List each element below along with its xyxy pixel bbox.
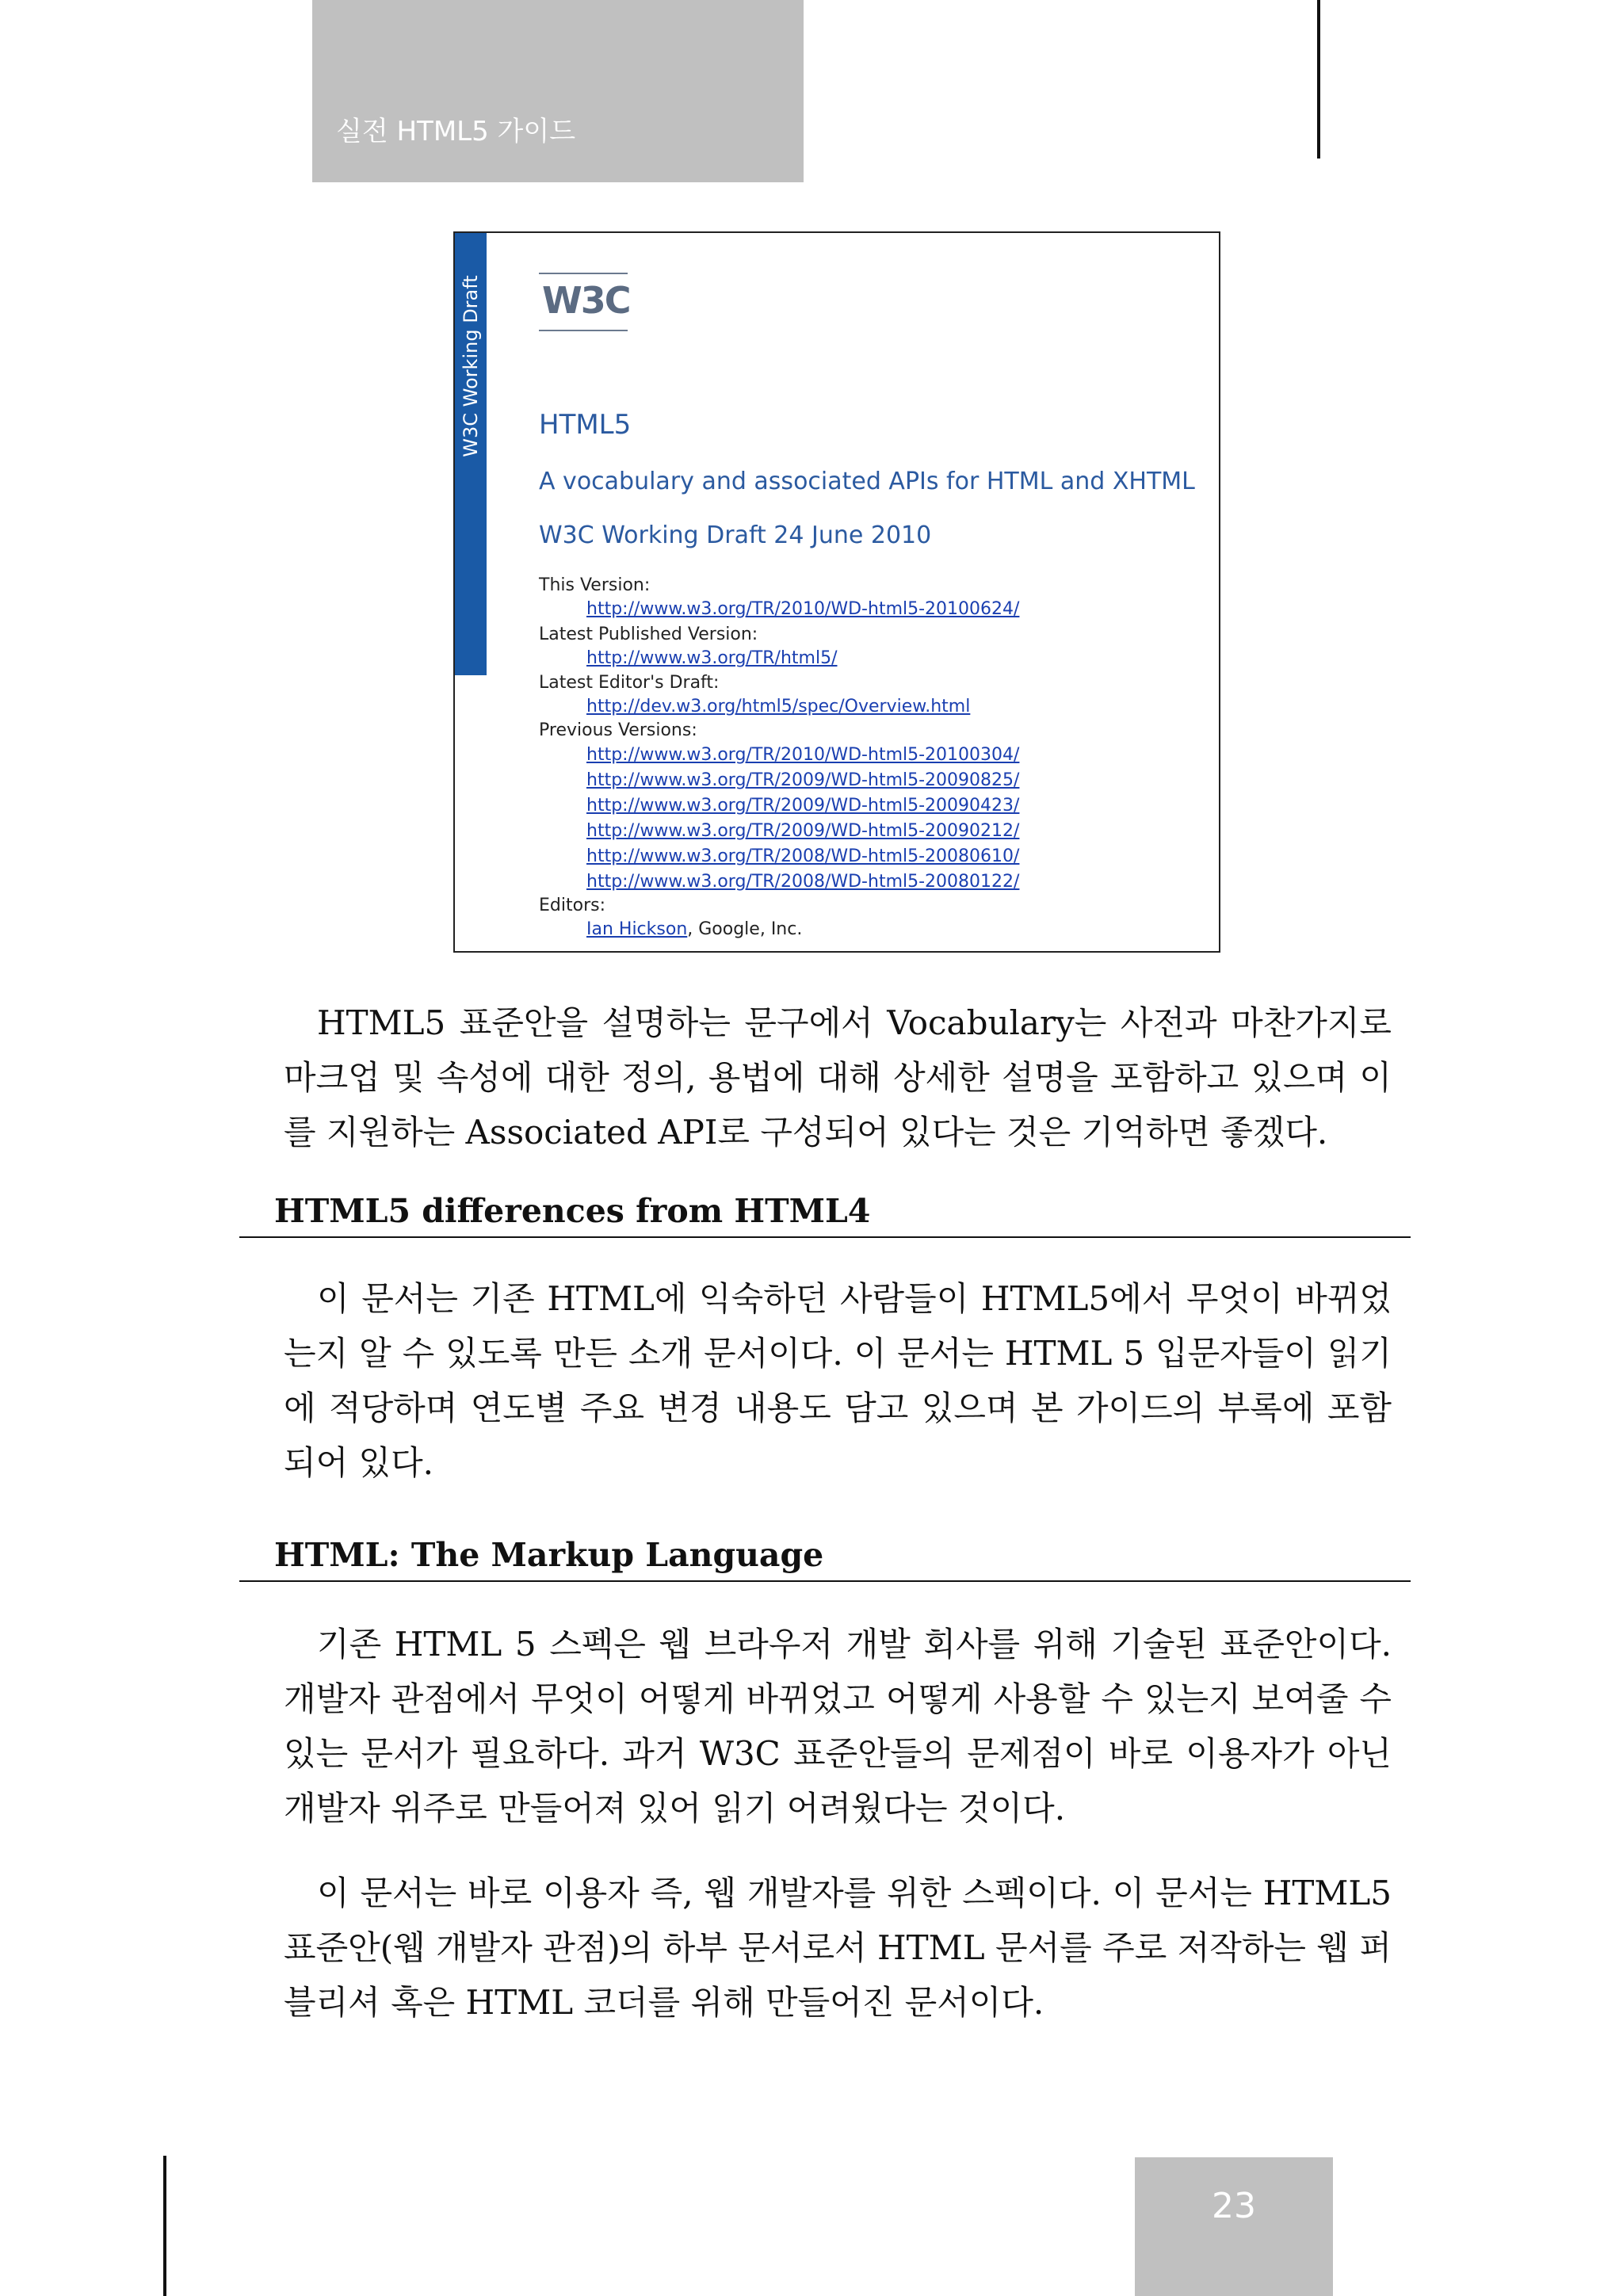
working-draft-label: W3C Working Draft	[460, 275, 482, 457]
page-number: 23	[1212, 2186, 1256, 2226]
footer-rule	[163, 2156, 166, 2296]
this-version-label: This Version:	[539, 575, 651, 595]
latest-editors-link[interactable]: http://dev.w3.org/html5/spec/Overview.html	[586, 697, 971, 716]
page-number-box	[1135, 2157, 1333, 2296]
header-tab	[312, 0, 804, 182]
previous-versions-label: Previous Versions:	[539, 720, 697, 740]
section-heading-markup-language: HTML: The Markup Language	[274, 1536, 824, 1574]
section-rule	[239, 1580, 1411, 1582]
section-heading-differences: HTML5 differences from HTML4	[274, 1192, 871, 1230]
w3c-logo	[539, 273, 628, 331]
latest-published-link[interactable]: http://www.w3.org/TR/html5/	[586, 648, 838, 668]
book-title: 실전 HTML5 가이드	[336, 116, 576, 147]
paragraph-vocabulary: HTML5 표준안을 설명하는 문구에서 Vocabulary는 사전과 마찬가지로 마크업 및 속성에 대한 정의, 용법에 대해 상세한 설명을 포함하고 있으며 이를 지원하는 Associated API로 구성되어 있다는 것은 기억하면 좋겠다.	[284, 1003, 1392, 1152]
working-draft-band	[455, 233, 487, 675]
previous-version-link[interactable]: http://www.w3.org/TR/2010/WD-html5-20100304/	[586, 745, 1020, 765]
paragraph-differences: 이 문서는 기존 HTML에 익숙하던 사람들이 HTML5에서 무엇이 바뀌었는지 알 수 있도록 만든 소개 문서이다. 이 문서는 HTML 5 입문자들이 읽기에 적당하며 연도별 주요 변경 내용도 담고 있으며 본 가이드의 부록에 포함되어 있다.	[284, 1279, 1392, 1482]
editor-name-link[interactable]: Ian Hickson	[586, 919, 688, 939]
header-rule	[1317, 0, 1320, 159]
previous-version-link[interactable]: http://www.w3.org/TR/2008/WD-html5-20080610/	[586, 846, 1020, 866]
w3c-spec-figure	[453, 231, 1220, 953]
spec-draft-date: W3C Working Draft 24 June 2010	[539, 521, 932, 549]
spec-subtitle: A vocabulary and associated APIs for HTML and XHTML	[539, 468, 1195, 495]
latest-editors-label: Latest Editor's Draft:	[539, 673, 720, 693]
previous-version-link[interactable]: http://www.w3.org/TR/2009/WD-html5-20090825/	[586, 770, 1020, 790]
w3c-logo-text: W3C	[542, 279, 630, 322]
previous-version-link[interactable]: http://www.w3.org/TR/2009/WD-html5-20090423/	[586, 796, 1020, 816]
editors-label: Editors:	[539, 896, 605, 915]
editor-line	[586, 919, 802, 939]
previous-version-link[interactable]: http://www.w3.org/TR/2008/WD-html5-20080122/	[586, 872, 1020, 892]
paragraph-web-developer-spec: 이 문서는 바로 이용자 즉, 웹 개발자를 위한 스펙이다. 이 문서는 HTML5 표준안(웹 개발자 관점)의 하부 문서로서 HTML 문서를 주로 저작하는 웹 퍼블리셔 혹은 HTML 코더를 위해 만들어진 문서이다.	[284, 1874, 1392, 2022]
this-version-link[interactable]: http://www.w3.org/TR/2010/WD-html5-20100624/	[586, 599, 1020, 619]
paragraph-markup-language: 기존 HTML 5 스펙은 웹 브라우저 개발 회사를 위해 기술된 표준안이다. 개발자 관점에서 무엇이 어떻게 바뀌었고 어떻게 사용할 수 있는지 보여줄 수 있는 문서가 필요하다. 과거 W3C 표준안들의 문제점이 바로 이용자가 아닌 개발자 위주로 만들어져 있어 읽기 어려웠다는 것이다.	[284, 1625, 1392, 1828]
spec-title: HTML5	[539, 409, 632, 441]
previous-version-link[interactable]: http://www.w3.org/TR/2009/WD-html5-20090212/	[586, 821, 1020, 841]
editor-affiliation: , Google, Inc.	[687, 919, 803, 939]
section-rule	[239, 1236, 1411, 1238]
latest-published-label: Latest Published Version:	[539, 625, 758, 644]
